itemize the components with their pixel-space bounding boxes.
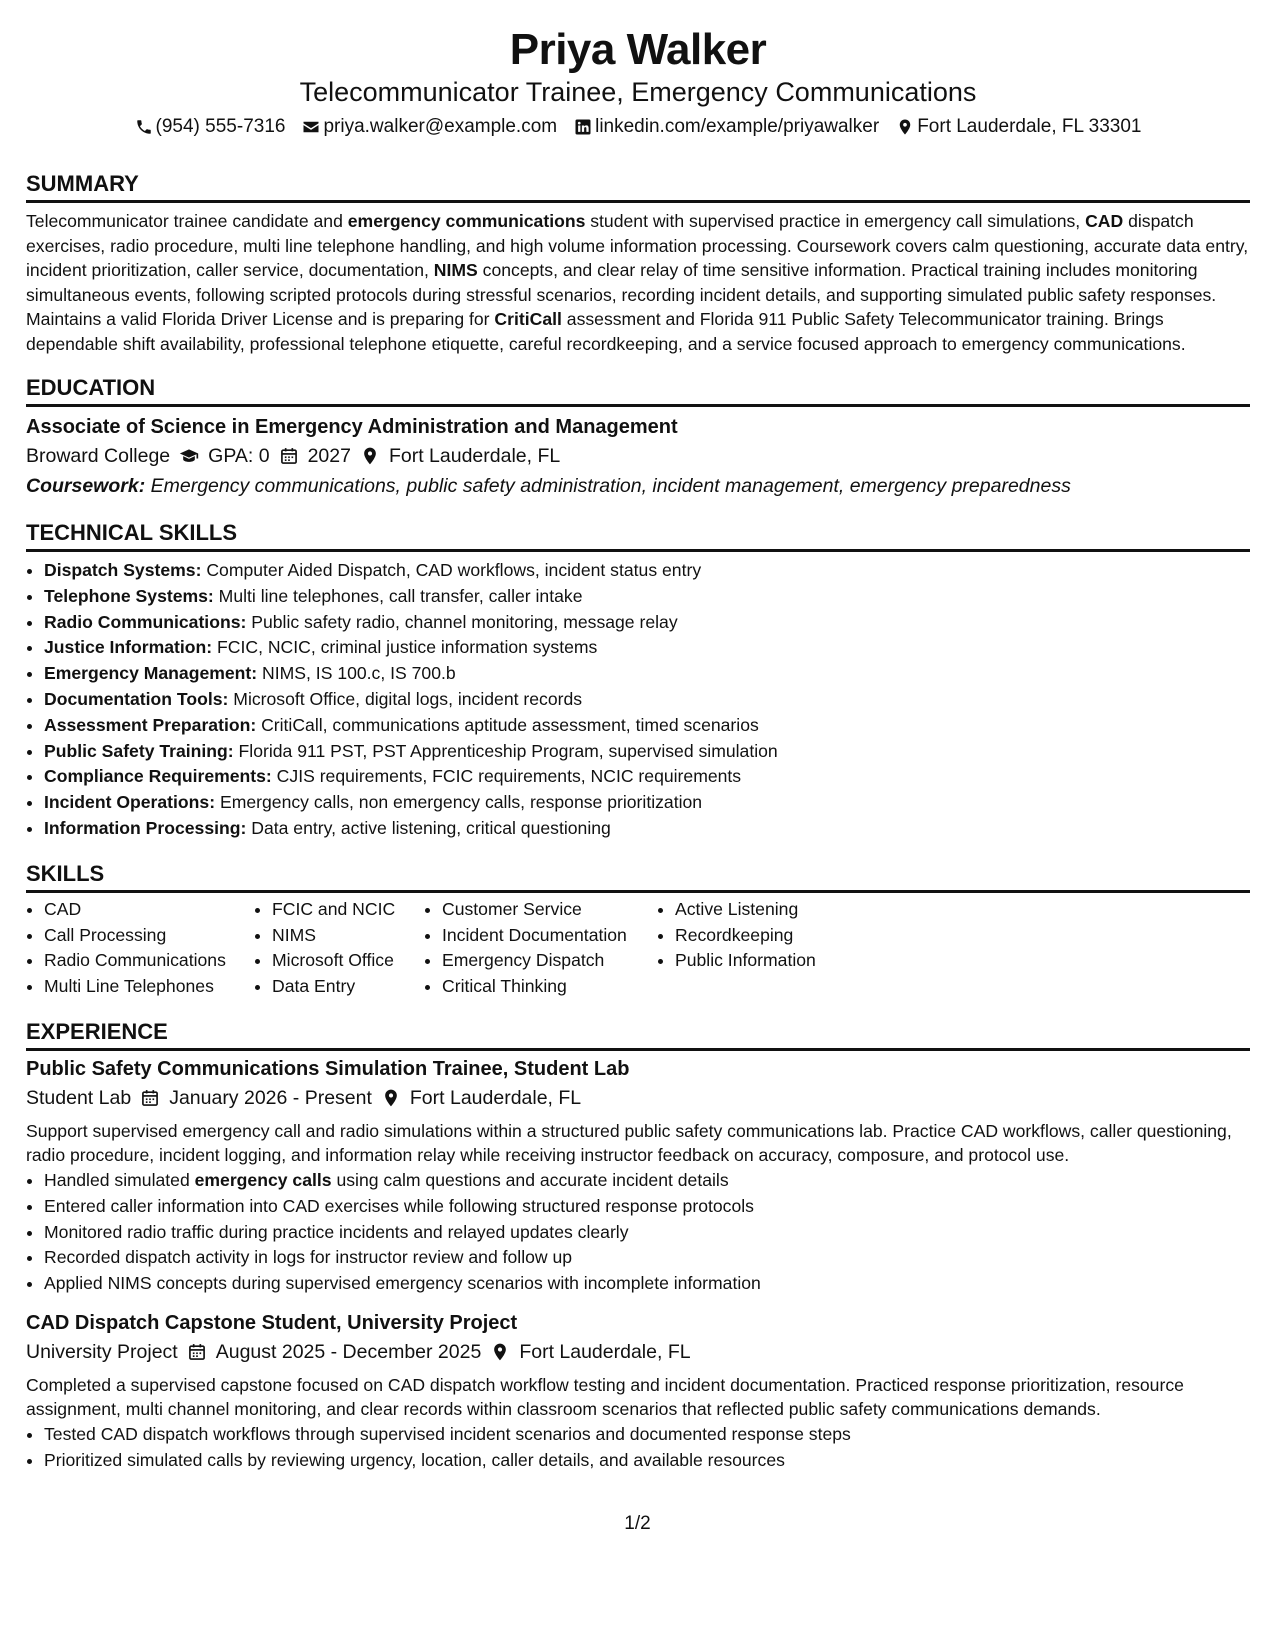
technical-skill-label: Justice Information: — [44, 637, 213, 658]
job-description: Support supervised emergency call and radio simulations within a structured public safety communications lab. Practice CAD workflows, caller questioning, radio procedure, incident logging, and information relay while receiving instructor feedback on accuracy, composure, and protocol use. — [26, 1120, 1232, 1166]
job-title: Public Safety Communications Simulation Trainee, Student Lab — [26, 1057, 630, 1080]
technical-skill-text: FCIC, NCIC, criminal justice information systems — [212, 637, 598, 658]
calendar-icon — [140, 1088, 160, 1108]
skills-column — [424, 897, 657, 1000]
skills-section — [26, 860, 1250, 1000]
text-run: concepts, and clear relay of time sensitive information. Practical training includes monitoring simultaneous events, following scripted protocols during stressful scenarios, recording incident details, and supporting simulated public safety responses. Maintains a valid Florida Driver License and is preparing for — [26, 260, 1217, 329]
technical-skill-text: Public safety radio, channel monitoring, message relay — [246, 611, 678, 632]
text-run: using calm questions and accurate incident details — [331, 1169, 729, 1190]
skill-item: • FCIC and NCIC — [272, 897, 424, 923]
summary-text — [26, 209, 1250, 356]
technical-skill-item — [44, 610, 1250, 636]
candidate-name: Priya Walker — [509, 25, 767, 74]
technical-skill-item — [44, 739, 1250, 765]
text-run: Tested CAD dispatch workflows through supervised incident scenarios and documented response steps — [44, 1423, 851, 1444]
skills-column — [26, 897, 254, 1000]
technical-skill-text: CritiCall, communications aptitude assessment, timed scenarios — [256, 714, 759, 735]
contact-linkedin[interactable] — [574, 114, 879, 140]
skill-item: • Microsoft Office — [272, 948, 424, 974]
skill-item: • Data Entry — [272, 974, 424, 1000]
job-location: Fort Lauderdale, FL — [519, 1340, 691, 1363]
education-section — [26, 374, 1250, 501]
coursework-line — [26, 471, 1250, 501]
text-run: Prioritized simulated calls by reviewing urgency, location, caller details, and available resources — [44, 1449, 785, 1470]
envelope-icon — [302, 118, 320, 136]
technical-skill-label: Dispatch Systems: — [44, 560, 202, 580]
skill-item: • CAD — [44, 897, 254, 923]
skill-item: • Recordkeeping — [675, 923, 875, 949]
technical-skill-label: Compliance Requirements: — [44, 766, 272, 787]
skills-grid — [26, 897, 1250, 1000]
job-meta — [26, 1083, 1250, 1113]
skill-item: • Active Listening — [675, 897, 875, 923]
map-pin-icon — [381, 1088, 401, 1108]
job-title: CAD Dispatch Capstone Student, University Project — [26, 1311, 518, 1334]
graduation-year: 2027 — [307, 445, 351, 467]
technical-skills-list — [26, 558, 1250, 842]
contact-phone-text: (954) 555-7316 — [155, 116, 286, 137]
job-dates: January 2026 - Present — [169, 1086, 372, 1109]
skills-column — [254, 897, 424, 1000]
job-bullet — [44, 1220, 1250, 1246]
linkedin-icon — [574, 118, 592, 136]
technical-skill-item — [44, 790, 1250, 816]
coursework-text: Emergency communications, public safety administration, incident management, emergency preparedness — [145, 475, 1071, 497]
technical-skill-text: Computer Aided Dispatch, CAD workflows, incident status entry — [201, 560, 702, 580]
contact-row — [26, 114, 1250, 140]
map-pin-icon — [490, 1342, 510, 1362]
technical-skill-label: Radio Communications: — [44, 611, 247, 632]
text-run: student with supervised practice in emergency call simulations, — [585, 211, 1086, 231]
phone-icon — [135, 118, 153, 136]
contact-location — [896, 114, 1141, 140]
technical-skill-label: Documentation Tools: — [44, 688, 229, 709]
job-organization: Student Lab — [26, 1086, 132, 1109]
contact-email[interactable] — [302, 114, 557, 140]
text-run: assessment and Florida 911 Public Safety Telecommunicator training. Brings dependable shift availability, professional telephone etiquette, careful recordkeeping, and a service focused approach to emergency communications. — [26, 309, 1186, 354]
text-run: Entered caller information into CAD exercises while following structured response protocols — [44, 1195, 754, 1216]
skill-item: • Radio Communications — [44, 948, 254, 974]
summary-heading: SUMMARY — [26, 170, 1250, 203]
technical-skill-label: Emergency Management: — [44, 663, 258, 684]
gpa-value: GPA: 0 — [208, 445, 270, 467]
job-bullet — [44, 1194, 1250, 1220]
technical-skill-text: Data entry, active listening, critical questioning — [246, 817, 611, 838]
job-dates: August 2025 - December 2025 — [215, 1340, 482, 1363]
job-description: Completed a supervised capstone focused on CAD dispatch workflow testing and incident documentation. Practiced response prioritization, resource assignment, multi channel monitoring, and clear records within classroom scenarios that reflected public safety communications demands. — [26, 1374, 1184, 1420]
technical-skill-text: Multi line telephones, call transfer, caller intake — [213, 585, 583, 606]
technical-skills-heading: TECHNICAL SKILLS — [26, 519, 1250, 552]
degree-title: Associate of Science in Emergency Administration and Management — [26, 416, 678, 438]
candidate-title: Telecommunicator Trainee, Emergency Communications — [299, 77, 977, 107]
school-name: Broward College — [26, 445, 171, 467]
technical-skill-label: Telephone Systems: — [44, 585, 214, 606]
bold-text: CAD — [1085, 211, 1124, 231]
contact-linkedin-text: linkedin.com/example/priyawalker — [595, 116, 880, 137]
technical-skill-item — [44, 661, 1250, 687]
education-meta — [26, 441, 1250, 471]
experience-section — [26, 1018, 1250, 1474]
text-run: Recorded dispatch activity in logs for instructor review and follow up — [44, 1247, 573, 1268]
technical-skill-item — [44, 584, 1250, 610]
technical-skill-text: Microsoft Office, digital logs, incident records — [228, 688, 583, 709]
contact-location-text: Fort Lauderdale, FL 33301 — [917, 116, 1142, 137]
job-meta — [26, 1337, 1250, 1367]
skill-item: • Multi Line Telephones — [44, 974, 254, 1000]
technical-skill-item — [44, 635, 1250, 661]
text-run: Monitored radio traffic during practice incidents and relayed updates clearly — [44, 1221, 629, 1242]
technical-skill-text: Florida 911 PST, PST Apprenticeship Program, supervised simulation — [233, 740, 778, 761]
skill-item: • Incident Documentation — [442, 923, 657, 949]
technical-skill-text: CJIS requirements, FCIC requirements, NCIC requirements — [271, 766, 742, 787]
coursework-label: Coursework: — [26, 475, 146, 497]
job-bullets — [26, 1168, 1250, 1297]
page-number: 1/2 — [624, 1513, 651, 1534]
calendar-icon — [187, 1342, 207, 1362]
contact-email-text: priya.walker@example.com — [323, 116, 558, 137]
experience-entry — [26, 1055, 1250, 1297]
technical-skill-item — [44, 713, 1250, 739]
technical-skill-label: Assessment Preparation: — [44, 714, 257, 735]
skill-item: • Call Processing — [44, 923, 254, 949]
skill-item: • Critical Thinking — [442, 974, 657, 1000]
technical-skill-text: NIMS, IS 100.c, IS 700.b — [257, 663, 456, 684]
text-run: dispatch exercises, radio procedure, multi line telephone handling, and high volume information processing. Coursework covers calm questioning, accurate data entry, incident prioritization, caller service, documentation, — [26, 211, 1249, 280]
school-location: Fort Lauderdale, FL — [388, 445, 561, 467]
resume-page — [26, 22, 1250, 1474]
technical-skills-section — [26, 519, 1250, 842]
bold-text: emergency communications — [347, 211, 586, 231]
technical-skill-item — [44, 764, 1250, 790]
contact-phone[interactable] — [135, 114, 286, 140]
skills-column — [657, 897, 875, 1000]
job-location: Fort Lauderdale, FL — [409, 1086, 582, 1109]
map-pin-icon — [896, 118, 914, 136]
skill-item: • Emergency Dispatch — [442, 948, 657, 974]
bold-text: CritiCall — [494, 309, 562, 329]
job-bullets — [26, 1422, 1250, 1474]
job-bullet — [44, 1271, 1250, 1297]
technical-skill-text: Emergency calls, non emergency calls, response prioritization — [215, 792, 703, 813]
calendar-icon — [279, 446, 299, 466]
technical-skill-label: Information Processing: — [44, 817, 247, 838]
technical-skill-label: Public Safety Training: — [44, 740, 234, 761]
skills-heading: SKILLS — [26, 860, 1250, 893]
bold-text: NIMS — [433, 260, 478, 280]
text-run: Applied NIMS concepts during supervised emergency scenarios with incomplete information — [44, 1273, 761, 1294]
skill-item: • Customer Service — [442, 897, 657, 923]
experience-entry — [26, 1309, 1250, 1474]
job-bullet — [44, 1422, 1250, 1448]
resume-header — [26, 22, 1250, 140]
technical-skill-item — [44, 558, 1250, 584]
job-bullet — [44, 1168, 1250, 1194]
graduation-cap-icon — [179, 446, 199, 466]
job-organization: University Project — [26, 1340, 178, 1363]
skill-item: • Public Information — [675, 948, 875, 974]
experience-list — [26, 1055, 1250, 1474]
map-pin-icon — [360, 446, 380, 466]
technical-skill-item — [44, 687, 1250, 713]
skill-item: • NIMS — [272, 923, 424, 949]
technical-skill-label: Incident Operations: — [44, 792, 216, 813]
job-bullet — [44, 1245, 1250, 1271]
experience-heading: EXPERIENCE — [26, 1018, 1250, 1051]
bold-text: emergency calls — [194, 1169, 332, 1190]
job-bullet — [44, 1448, 1250, 1474]
summary-section — [26, 170, 1250, 356]
text-run: Handled simulated — [44, 1169, 195, 1190]
text-run: Telecommunicator trainee candidate and — [26, 211, 348, 231]
education-heading: EDUCATION — [26, 374, 1250, 407]
technical-skill-item — [44, 816, 1250, 842]
